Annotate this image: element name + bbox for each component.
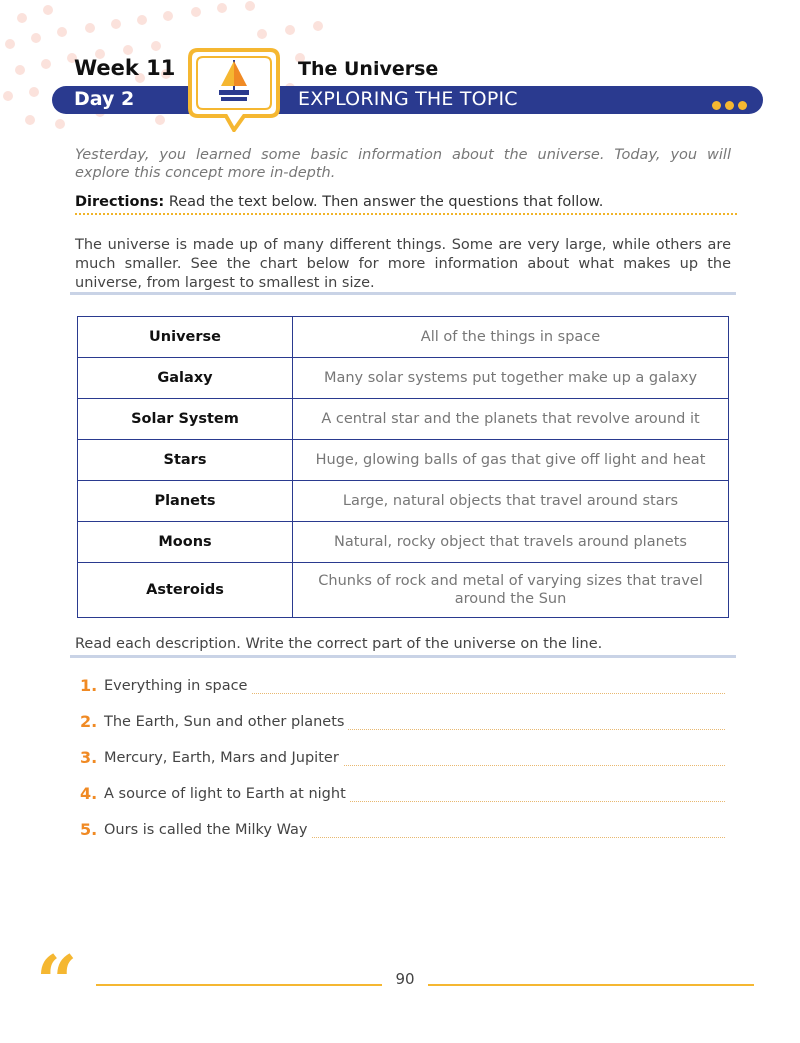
table-definition: Large, natural objects that travel around stars [293, 481, 729, 522]
question-text: Ours is called the Milky Way [104, 822, 312, 838]
question-number: 2. [80, 712, 98, 731]
directions-text: Read the text below. Then answer the questions that follow. [168, 194, 604, 210]
question-text: The Earth, Sun and other planets [104, 714, 348, 730]
universe-chart [77, 316, 729, 618]
question-text: A source of light to Earth at night [104, 786, 350, 802]
footer-rule-right [428, 984, 754, 986]
banner-dots [712, 95, 751, 114]
table-row [78, 481, 729, 522]
quote-mark-icon: “ [36, 939, 78, 1024]
section-divider [70, 655, 736, 658]
dotted-divider [75, 213, 737, 215]
table-definition: Many solar systems put together make up a galaxy [293, 358, 729, 399]
table-row [78, 522, 729, 563]
question-number: 5. [80, 820, 98, 839]
table-definition: Huge, glowing balls of gas that give off light and heat [293, 440, 729, 481]
table-term: Moons [78, 522, 293, 563]
table-row [78, 317, 729, 358]
question-text: Mercury, Earth, Mars and Jupiter [104, 750, 343, 766]
page-number: 90 [395, 970, 415, 988]
question-instructions: Read each description. Write the correct part of the universe on the line. [75, 636, 603, 652]
question-item [80, 748, 730, 770]
table-row [78, 399, 729, 440]
section-title: EXPLORING THE TOPIC [298, 88, 518, 110]
question-number: 4. [80, 784, 98, 803]
footer-rule-left [96, 984, 382, 986]
table-definition: A central star and the planets that revolve around it [293, 399, 729, 440]
table-row [78, 358, 729, 399]
table-definition: Chunks of rock and metal of varying sizes that travel around the Sun [293, 563, 729, 618]
table-definition: Natural, rocky object that travels around planets [293, 522, 729, 563]
question-item [80, 712, 730, 734]
day-label: Day 2 [74, 88, 135, 110]
directions [75, 194, 731, 210]
question-item [80, 784, 730, 806]
table-row [78, 440, 729, 481]
section-divider [70, 292, 736, 295]
table-term: Universe [78, 317, 293, 358]
question-item [80, 820, 730, 842]
table-term: Asteroids [78, 563, 293, 618]
question-text: Everything in space [104, 678, 251, 694]
intro-text: Yesterday, you learned some basic information about the universe. Today, you will explore this concept more in-depth. [75, 147, 731, 181]
question-number: 3. [80, 748, 98, 767]
table-term: Planets [78, 481, 293, 522]
table-term: Galaxy [78, 358, 293, 399]
question-item [80, 676, 730, 698]
directions-label: Directions: [75, 194, 165, 210]
table-term: Stars [78, 440, 293, 481]
table-term: Solar System [78, 399, 293, 440]
question-number: 1. [80, 676, 98, 695]
table-definition: All of the things in space [293, 317, 729, 358]
week-label: Week 11 [74, 56, 176, 80]
topic-title: The Universe [298, 58, 439, 80]
reading-passage: The universe is made up of many different things. Some are very large, while others are much smaller. See the chart below for more information about what makes up the universe, from largest to smallest in size. [75, 237, 731, 291]
sailboat-badge-icon [186, 46, 282, 132]
table-row [78, 563, 729, 618]
